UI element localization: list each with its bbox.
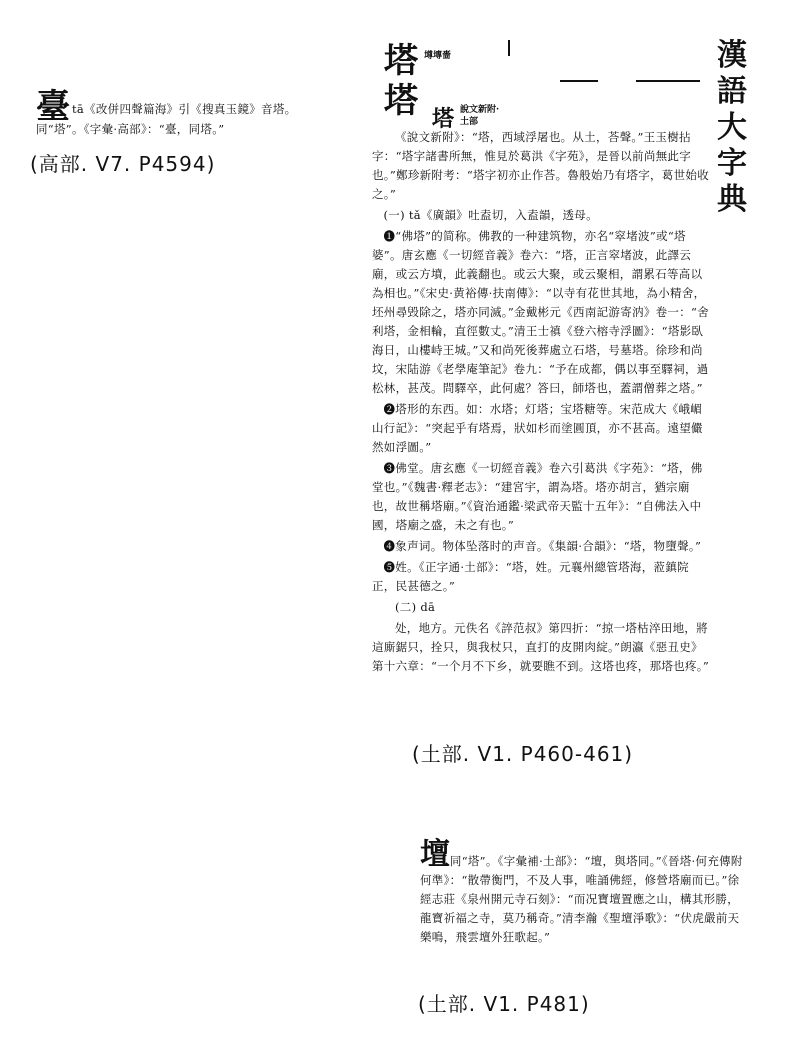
dictionary-title-char: 大 — [717, 110, 747, 145]
main-entry-reading-2-sense: 处，地方。元佚名《誶范叔》第四折：“掠一塔枯淬田地，將這廝鋸只，拴只，與我杖只，直打的皮開肉綻。”朗瀛《惡丑史》第十六章：“一个月不下乡，就要瞧不到。这塔也疼，那塔也疼。” — [372, 621, 710, 673]
main-entry-sense-4: ❹象声词。物体坠落时的声音。《集韻·合韻》：“塔，物墮聲。” — [383, 539, 702, 553]
main-entry-reading-1: (一) tǎ《廣韻》吐盍切，入盍韻，透母。 — [383, 208, 598, 222]
header-top-char: 塔 — [384, 41, 418, 81]
header-top-small-chars: 壿塼嗇 — [424, 51, 452, 61]
left-entry-text-line-2: 同“塔”。《字彙·高部》：“臺，同塔。” — [36, 122, 225, 136]
main-entry-sense-3: ❸佛堂。唐玄應《一切經音義》卷六引葛洪《字苑》：“塔，佛堂也。”《魏書·釋老志》：“建宮宇，謂為塔。塔亦胡言，猶宗廟也，故世稱塔廟。”《資治通鑑·梁武帝天監十五年》：“自佛法入中國，塔廟之盛，未之有也。” — [372, 461, 703, 532]
bottom-entry-body — [420, 852, 750, 947]
main-entry-sense-1: ❶“佛塔”的简称。佛教的一种建筑物，亦名“窣堵波”或“塔婆”。唐玄應《一切經音義》卷六：“塔，正言窣堵波，此譯云廟，或云方墳，此義翻也。或云大聚，或云聚相，謂累石等高以為相也。”《宋史·黄裕傳·扶南傳》：“以寺有花世其地，為小精舍，坯州尋毁除之，塔亦同滅。”金戴彬元《西南記游寄汭》卷一：“舍利塔，金相輪，直徑數丈。”清王士禛《登六榕寺浮圖》：“塔影臥海日，山樓峙王城。”又和尚死後葬處立石塔，号墓塔。徐珍和尚坟，宋陆游《老學庵筆記》卷九：“予在成都，偶以事至驛祠，過松林，甚茂。問驛卒，此何處？答曰，師塔也，蓋謂僧葬之塔。” — [372, 229, 710, 395]
main-entry-paragraph: 《說文新附》：“塔，西域浮屠也。从土，荅聲。”王玉樹拈字：“塔字諸書所無，惟見於葛洪《字苑》，是晉以前尚無此字也。”鄭珍新附考：“塔字初亦止作荅。魯般始乃有塔字，葛世始收之。” — [372, 130, 710, 201]
main-entry-sense-2: ❷塔形的东西。如：水塔；灯塔；宝塔糖等。宋范成大《峨嵋山行記》：“突起乎有塔焉，狀如杉而塗圓頂，亦不甚高。遠望儼然如浮圖。” — [372, 402, 703, 454]
main-entry-handwritten-note: (土部. V1. P460-461) — [412, 742, 634, 766]
header-second-char: 塔 — [384, 81, 418, 121]
left-entry-head-char: 臺 — [36, 87, 70, 127]
main-entry-source-label-1: 說文新附· — [460, 105, 500, 115]
dictionary-title-vertical — [714, 38, 750, 218]
main-entry-sense-5: ❺姓。《正字通·土部》：“塔，姓。元襄州總管塔海，蒞鎮院正，民甚德之。” — [372, 560, 689, 593]
left-entry-text-line-1: tā《改併四聲篇海》引《搜真玉鏡》音塔。 — [72, 102, 297, 116]
dictionary-title-char: 語 — [717, 74, 747, 109]
bottom-entry-paragraph: 同“塔”。《字彙補·土部》：“壇，與塔同。”《晉塔·何充傳附何準》：“散帶衡門，不及人事，唯誦佛經，修營塔廟而已。”徐經志莊《泉州開元寺石刻》：“而况寶壇置應之山，構其形勝，龍寶祈福之寺，莫乃稱奇。”清李瀚《聖壇淨歌》：“伏虎嚴前天樂鳴，飛雲壇外狂歌起。” — [420, 854, 743, 944]
dictionary-title-char: 漢 — [717, 38, 747, 73]
left-entry-handwritten-note: (高部. V7. P4594) — [30, 152, 216, 176]
main-entry-source-label-2: 土部 — [460, 117, 479, 127]
header-rule-short — [560, 80, 598, 82]
bottom-entry-head-char: 壇 — [420, 837, 450, 872]
header-vertical-tick — [508, 40, 510, 56]
main-entry-head-char: 塔 — [432, 106, 455, 132]
main-entry-body — [372, 128, 712, 676]
main-entry-reading-2: (二) dā — [395, 600, 436, 614]
header-rule-long — [636, 80, 700, 82]
dictionary-title-char: 典 — [717, 182, 747, 217]
bottom-entry-handwritten-note: (土部. V1. P481) — [418, 992, 590, 1016]
dictionary-title-char: 字 — [717, 146, 747, 181]
